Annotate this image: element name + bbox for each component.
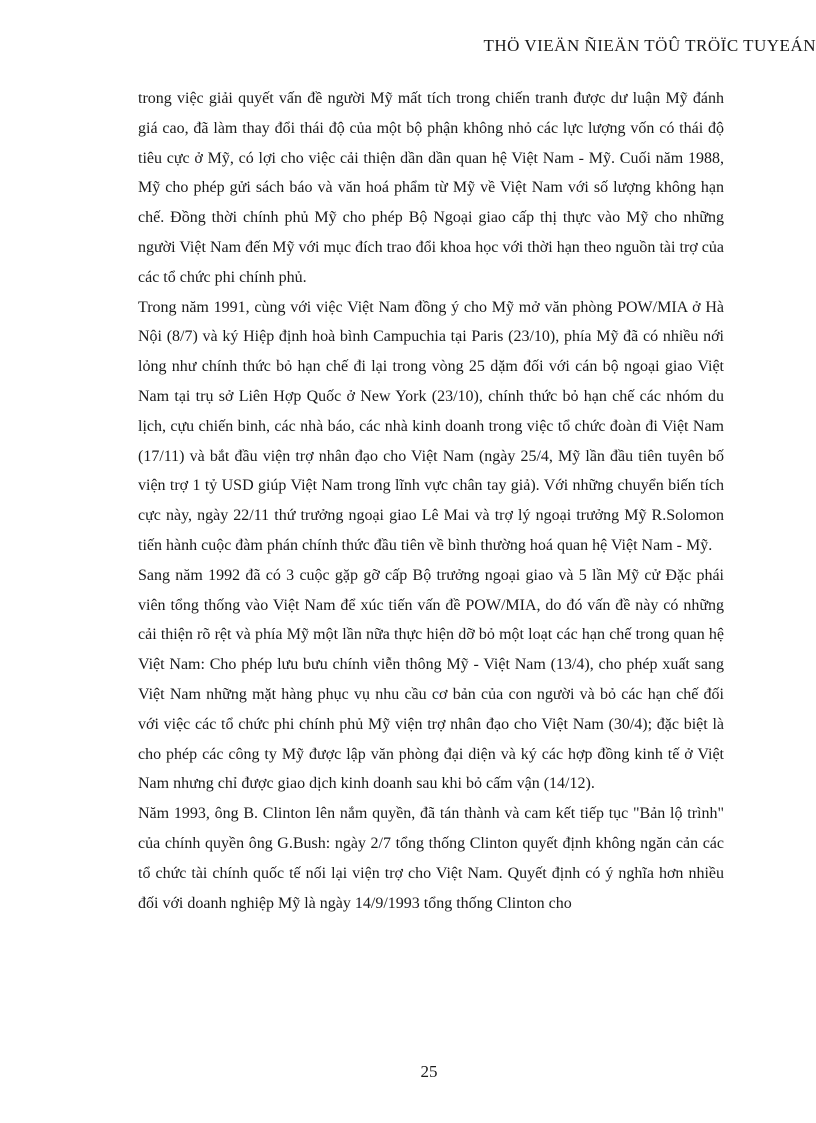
paragraph-4: Năm 1993, ông B. Clinton lên nắm quyền, đã tán thành và cam kết tiếp tục "Bản lộ trình" của chính quyền ông G.Bush: ngày 2/7 tổng thống Clinton quyết định không ngăn cản các tổ chức tài chính quốc tế nối lại viện trợ cho Việt Nam. Quyết định có ý nghĩa hơn nhiều đối với doanh nghiệp Mỹ là ngày 14/9/1993 tổng thống Clinton cho xyxy=(138,805,724,912)
page-number: 25 xyxy=(420,1062,438,1081)
body-text xyxy=(138,84,724,918)
paragraph-3: Sang năm 1992 đã có 3 cuộc gặp gỡ cấp Bộ trưởng ngoại giao và 5 lần Mỹ cử Đặc phái viên tổng thống vào Việt Nam để xúc tiến vấn đề POW/MIA, do đó vấn đề này có những cải thiện rõ rệt và phía Mỹ một lần nữa thực hiện dỡ bỏ một loạt các hạn chế trong quan hệ Việt Nam: Cho phép lưu bưu chính viễn thông Mỹ - Việt Nam (13/4), cho phép xuất sang Việt Nam những mặt hàng phục vụ nhu cầu cơ bản của con người và bỏ các hạn chế đối với việc các tổ chức phi chính phủ Mỹ viện trợ nhân đạo cho Việt Nam (30/4); đặc biệt là cho phép các công ty Mỹ được lập văn phòng đại diện và ký các hợp đồng kinh tế ở Việt Nam nhưng chỉ được giao dịch kinh doanh sau khi bỏ cấm vận (14/12). xyxy=(138,566,724,793)
paragraph-2: Trong năm 1991, cùng với việc Việt Nam đồng ý cho Mỹ mở văn phòng POW/MIA ở Hà Nội (8/7) và ký Hiệp định hoà bình Campuchia tại Paris (23/10), phía Mỹ đã có nhiều nới lỏng như chính thức bỏ hạn chế đi lại trong vòng 25 dặm đối với cán bộ ngoại giao Việt Nam tại trụ sở Liên Hợp Quốc ở New York (23/10), chính thức bỏ hạn chế các nhóm du lịch, cựu chiến binh, các nhà báo, các nhà kinh doanh trong việc tổ chức đoàn đi Việt Nam (17/11) và bắt đầu viện trợ nhân đạo cho Việt Nam (ngày 25/4, Mỹ lần đầu tiên tuyên bố viện trợ 1 tỷ USD giúp Việt Nam trong lĩnh vực chân tay giả). Với những chuyển biến tích cực này, ngày 22/11 thứ trưởng ngoại giao Lê Mai và trợ lý ngoại trưởng Mỹ R.Solomon tiến hành cuộc đàm phán chính thức đầu tiên về bình thường hoá quan hệ Việt Nam - Mỹ. xyxy=(138,298,724,554)
running-header: THÖ VIEÄN ÑIEÄN TÖÛ TRÖÏC TUYEÁN xyxy=(483,36,816,55)
paragraph-1: trong việc giải quyết vấn đề người Mỹ mất tích trong chiến tranh được dư luận Mỹ đánh giá cao, đã làm thay đổi thái độ của một bộ phận không nhỏ các lực lượng vốn có thái độ tiêu cực ở Mỹ, có lợi cho việc cải thiện dần dần quan hệ Việt Nam - Mỹ. Cuối năm 1988, Mỹ cho phép gửi sách báo và văn hoá phẩm từ Mỹ về Việt Nam với số lượng không hạn chế. Đồng thời chính phủ Mỹ cho phép Bộ Ngoại giao cấp thị thực vào Mỹ cho những người Việt Nam đến Mỹ với mục đích trao đổi khoa học với thời hạn theo nguồn tài trợ của các tổ chức phi chính phủ. xyxy=(138,90,724,286)
